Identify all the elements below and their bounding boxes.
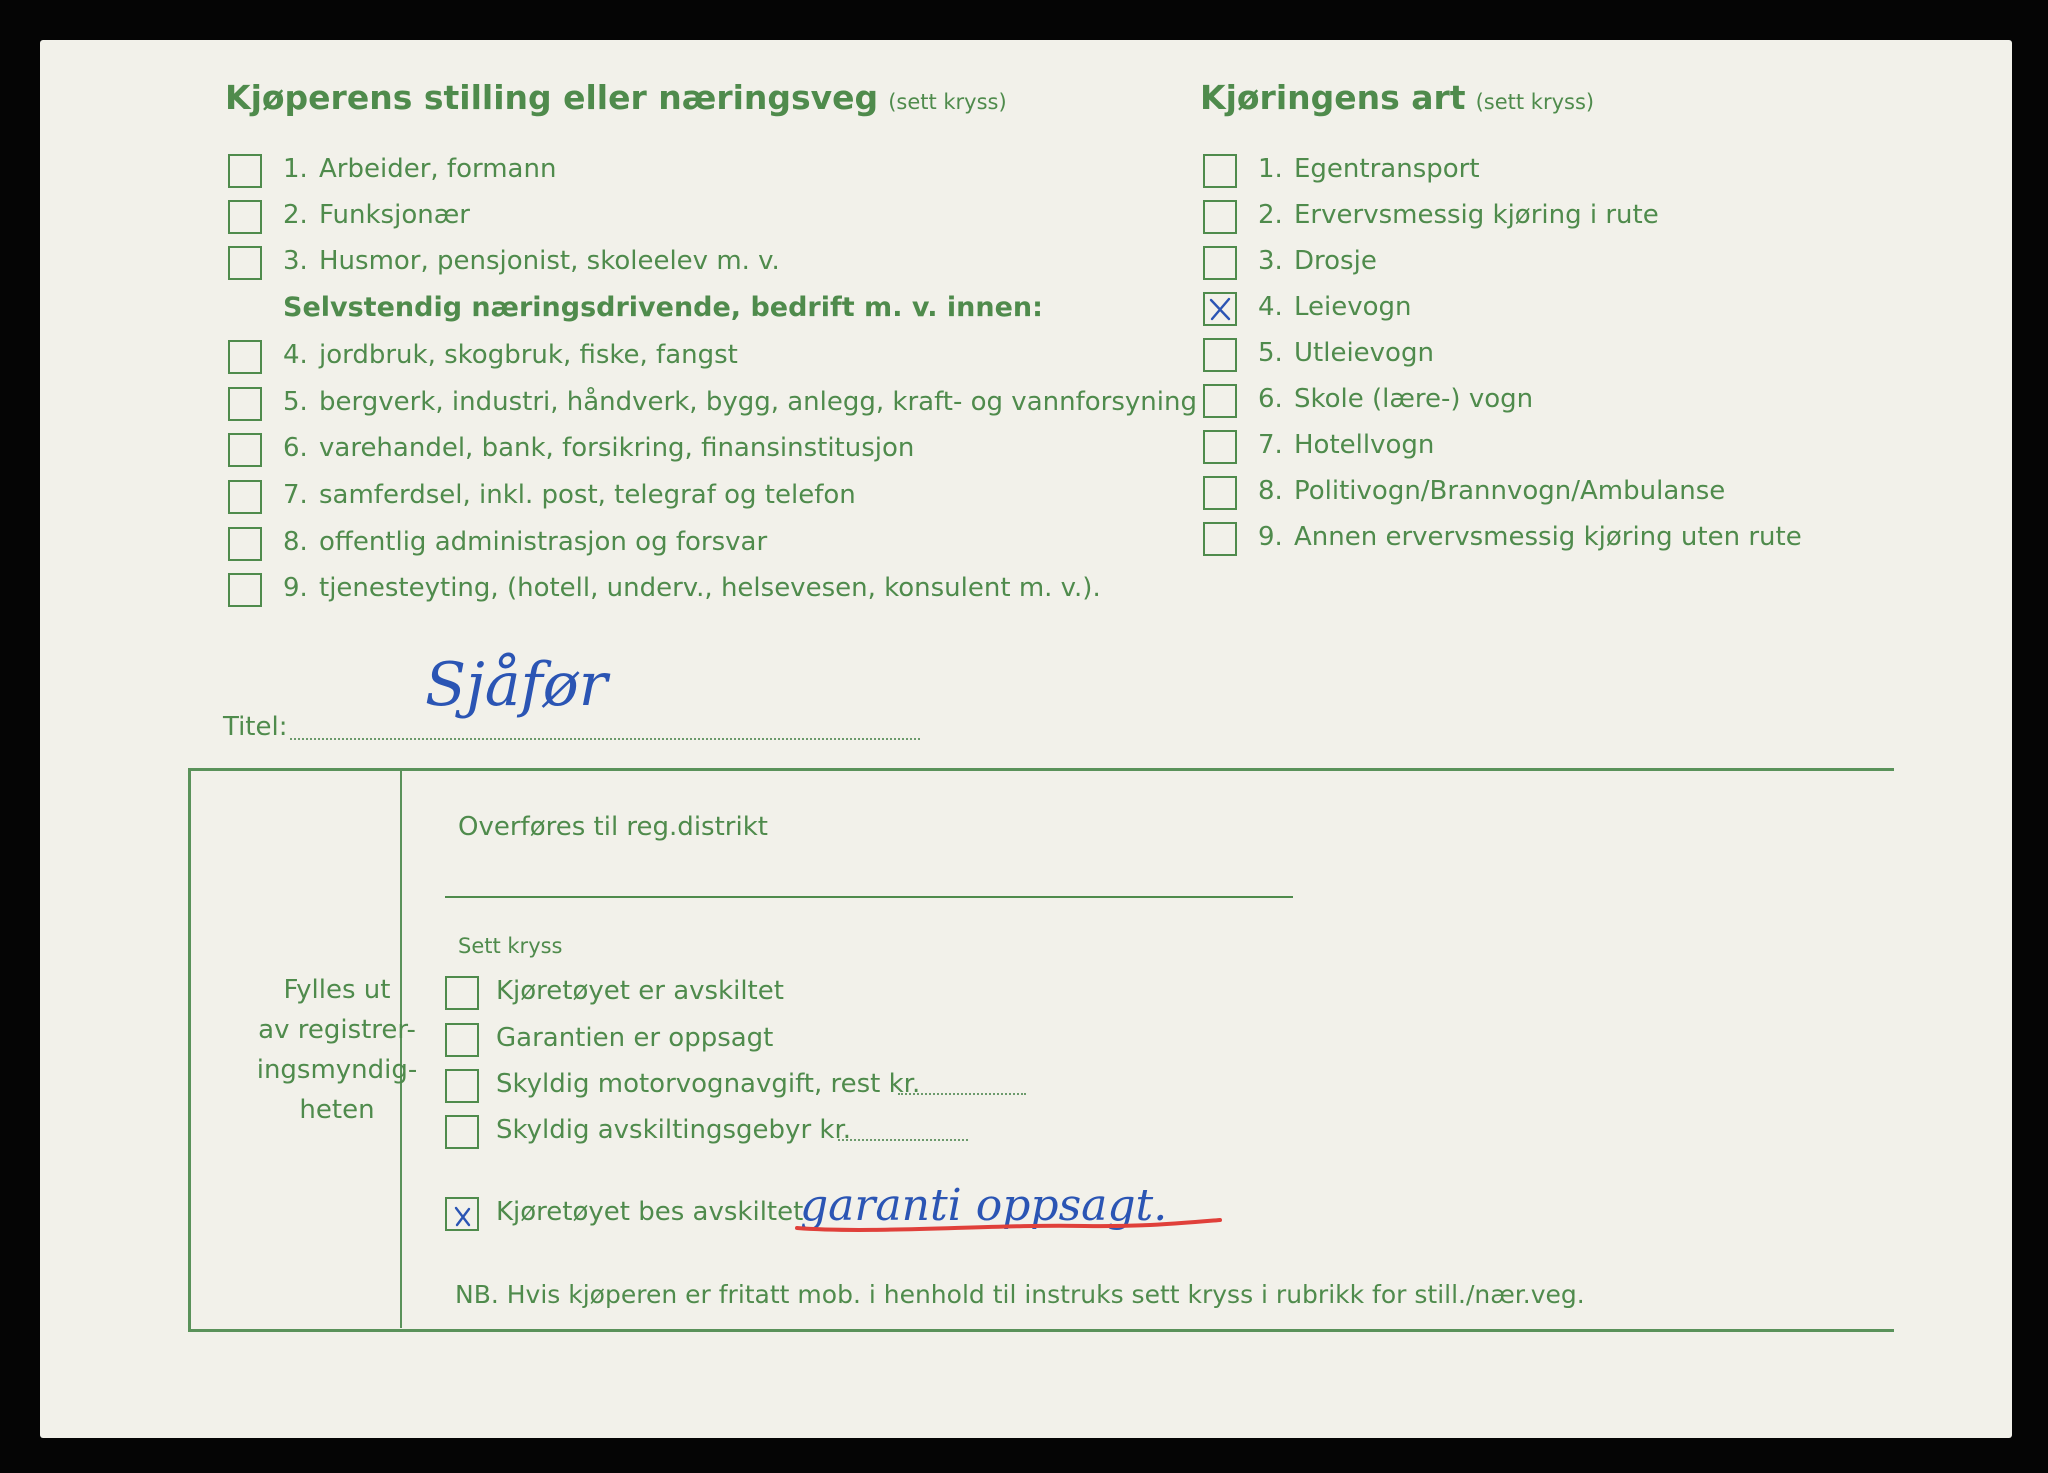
right-item-num: 6. [1258, 384, 1283, 414]
left-item-label: Funksjonær [319, 200, 470, 230]
right-item-8 [1258, 476, 1725, 506]
left-item-3 [283, 246, 780, 276]
right-item-2 [1258, 200, 1659, 230]
checkbox-rute[interactable] [1203, 200, 1237, 234]
red-underline-icon [795, 1210, 1225, 1240]
checkbox-varehandel[interactable] [228, 433, 262, 467]
checkbox-drosje[interactable] [1203, 246, 1237, 280]
right-title-text: Kjøringens art [1200, 78, 1466, 117]
checkbox-offentlig[interactable] [228, 527, 262, 561]
checkbox-utleievogn[interactable] [1203, 338, 1237, 372]
left-title-note: (sett kryss) [888, 90, 1007, 114]
right-item-num: 9. [1258, 522, 1283, 552]
checkbox-garantien[interactable] [445, 1023, 479, 1057]
registration-box [188, 768, 1894, 1332]
titel-dotted-line [290, 738, 920, 740]
checkbox-hotellvogn[interactable] [1203, 430, 1237, 464]
checkbox-skolevogn[interactable] [1203, 384, 1237, 418]
left-section-title [225, 78, 1007, 117]
right-item-label: Annen ervervsmessig kjøring uten rute [1294, 522, 1802, 552]
right-item-num: 5. [1258, 338, 1283, 368]
right-item-label: Ervervsmessig kjøring i rute [1294, 200, 1659, 230]
left-item-9 [283, 573, 1101, 603]
right-item-label: Skole (lære-) vogn [1294, 384, 1534, 414]
left-item-num: 8. [283, 527, 308, 557]
right-item-num: 2. [1258, 200, 1283, 230]
right-title-note: (sett kryss) [1475, 90, 1595, 114]
right-item-label: Leievogn [1294, 292, 1412, 322]
left-item-4 [283, 340, 738, 370]
right-item-7 [1258, 430, 1434, 460]
titel-handwritten: Sjåfør [425, 650, 608, 720]
avskiltingsgebyr-dotted-line [838, 1139, 968, 1141]
left-item-5 [283, 387, 1197, 417]
checkbox-egentransport[interactable] [1203, 154, 1237, 188]
sett-kryss-label: Sett kryss [458, 934, 563, 958]
left-label-line: Fylles ut [283, 975, 391, 1005]
right-item-num: 7. [1258, 430, 1283, 460]
left-item-label: bergverk, industri, håndverk, bygg, anlegg, kraft- og vannforsyning [319, 387, 1197, 417]
right-item-label: Politivogn/Brannvogn/Ambulanse [1294, 476, 1726, 506]
checkbox-tjenesteyting[interactable] [228, 573, 262, 607]
checkbox-samferdsel[interactable] [228, 480, 262, 514]
right-item-1 [1258, 154, 1480, 184]
checkbox-leievogn[interactable] [1203, 292, 1237, 326]
reg-check-3: Skyldig motorvognavgift, rest kr. [496, 1069, 921, 1099]
left-label-line: av registrer- [258, 1015, 416, 1045]
right-item-label: Hotellvogn [1294, 430, 1435, 460]
left-item-8 [283, 527, 767, 557]
checkbox-annen[interactable] [1203, 522, 1237, 556]
bes-avskiltet-handwritten: garanti oppsagt. [800, 1180, 1168, 1231]
left-item-label: jordbruk, skogbruk, fiske, fangst [319, 340, 738, 370]
left-label-line: heten [299, 1095, 375, 1125]
checkbox-politivogn[interactable] [1203, 476, 1237, 510]
left-item-label: offentlig administrasjon og forsvar [319, 527, 768, 557]
bes-avskiltet-label: Kjøretøyet bes avskiltet [496, 1197, 804, 1227]
checkbox-avskiltet[interactable] [445, 976, 479, 1010]
right-item-3 [1258, 246, 1377, 276]
left-item-num: 9. [283, 573, 308, 603]
right-item-label: Utleievogn [1294, 338, 1434, 368]
left-item-num: 4. [283, 340, 308, 370]
right-item-4 [1258, 292, 1412, 322]
left-item-1 [283, 154, 556, 184]
left-item-num: 1. [283, 154, 308, 184]
checkbox-avskiltingsgebyr[interactable] [445, 1115, 479, 1149]
right-item-label: Egentransport [1294, 154, 1480, 184]
transfer-line [445, 896, 1293, 898]
left-item-num: 2. [283, 200, 308, 230]
registration-left-label [242, 970, 432, 1130]
right-section-title [1200, 78, 1594, 117]
checkbox-funksjonaer[interactable] [228, 200, 262, 234]
right-item-num: 8. [1258, 476, 1283, 506]
left-item-label: Husmor, pensjonist, skoleelev m. v. [319, 246, 780, 276]
reg-check-4: Skyldig avskiltingsgebyr kr. [496, 1115, 852, 1145]
left-subheading: Selvstendig næringsdrivende, bedrift m. v. innen: [283, 292, 1043, 323]
left-item-label: Arbeider, formann [319, 154, 557, 184]
x-check-icon [447, 1199, 477, 1229]
left-item-num: 7. [283, 480, 308, 510]
transfer-label: Overføres til reg.distrikt [458, 812, 768, 842]
checkbox-motorvognavgift[interactable] [445, 1069, 479, 1103]
checkbox-arbeider[interactable] [228, 154, 262, 188]
right-item-num: 4. [1258, 292, 1283, 322]
right-item-label: Drosje [1294, 246, 1377, 276]
motorvognavgift-dotted-line [898, 1093, 1026, 1095]
titel-label: Titel: [223, 712, 288, 742]
right-item-9 [1258, 522, 1802, 552]
checkbox-husmor[interactable] [228, 246, 262, 280]
left-item-label: samferdsel, inkl. post, telegraf og telefon [319, 480, 856, 510]
left-label-line: ingsmyndig- [256, 1055, 418, 1085]
left-item-6 [283, 433, 914, 463]
left-item-label: tjenesteyting, (hotell, underv., helsevesen, konsulent m. v.). [319, 573, 1101, 603]
left-item-2 [283, 200, 470, 230]
reg-check-1: Kjøretøyet er avskiltet [496, 976, 784, 1006]
x-check-icon [1205, 294, 1235, 324]
right-item-5 [1258, 338, 1434, 368]
right-item-6 [1258, 384, 1533, 414]
right-item-num: 3. [1258, 246, 1283, 276]
left-item-label: varehandel, bank, forsikring, finansinstitusjon [319, 433, 915, 463]
left-item-7 [283, 480, 856, 510]
checkbox-jordbruk[interactable] [228, 340, 262, 374]
left-item-num: 6. [283, 433, 308, 463]
checkbox-bes-avskiltet[interactable] [445, 1197, 479, 1231]
left-title-text: Kjøperens stilling eller næringsveg [225, 78, 879, 117]
left-item-num: 3. [283, 246, 308, 276]
left-item-num: 5. [283, 387, 308, 417]
nb-note: NB. Hvis kjøperen er fritatt mob. i henhold til instruks sett kryss i rubrikk for still./nær.veg. [455, 1280, 1585, 1309]
reg-check-2: Garantien er oppsagt [496, 1023, 774, 1053]
checkbox-bergverk[interactable] [228, 387, 262, 421]
right-item-num: 1. [1258, 154, 1283, 184]
